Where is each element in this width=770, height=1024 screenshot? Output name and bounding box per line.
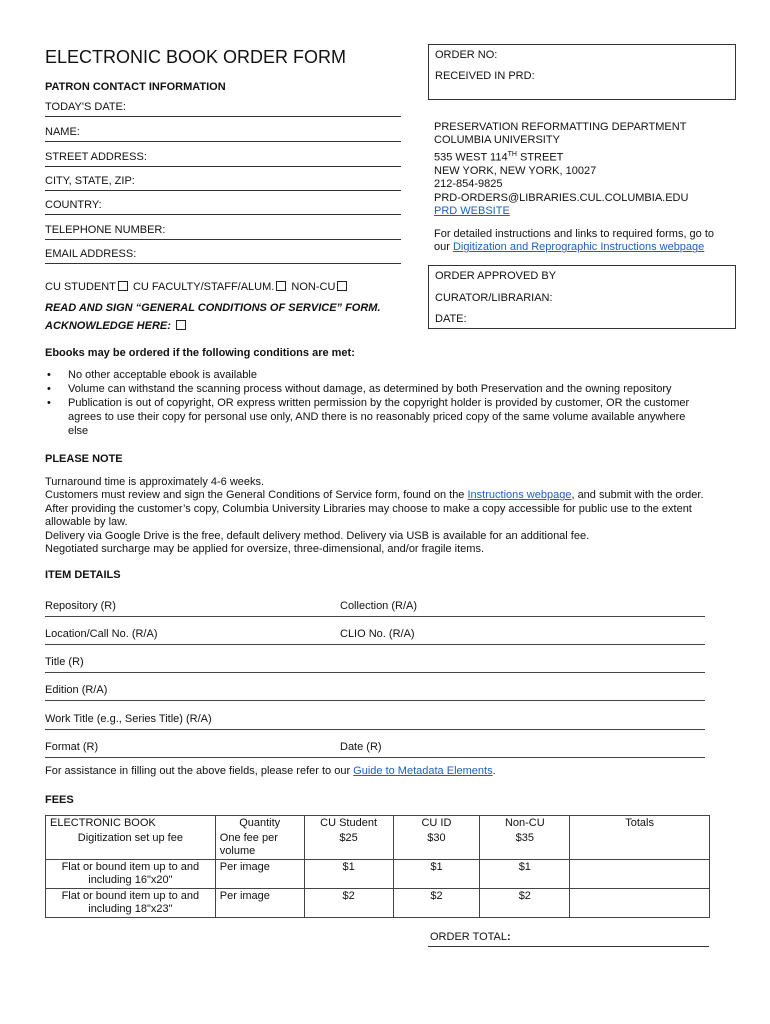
fees-header-cu-student: CU Student [304, 816, 393, 832]
curator-label: CURATOR/LIBRARIAN: [435, 292, 553, 304]
telephone-field[interactable] [45, 221, 401, 240]
name-field[interactable] [45, 123, 401, 142]
acknowledge-row [45, 320, 188, 332]
list-item: • Volume can withstand the scanning process without damage, as determined by both Preservation and the owning repository [45, 382, 705, 396]
non-cu-checkbox[interactable] [337, 281, 347, 291]
fees-header-totals: Totals [570, 816, 710, 832]
total-cell[interactable] [570, 889, 710, 918]
sign-instruction: READ AND SIGN “GENERAL CONDITIONS OF SERVICE” FORM. [45, 302, 381, 314]
fees-header-item: ELECTRONIC BOOK [46, 816, 216, 832]
order-no-label: ORDER NO: [435, 49, 498, 61]
received-label: RECEIVED IN PRD: [435, 70, 535, 82]
department-address [434, 121, 734, 219]
work-title-label: Work Title (e.g., Series Title) (R/A) [45, 713, 212, 725]
clio-label: CLIO No. (R/A) [340, 628, 415, 640]
dept-phone: 212-854-9825 [434, 178, 503, 191]
cu-faculty-checkbox[interactable] [276, 281, 286, 291]
edition-field[interactable] [45, 682, 705, 701]
total-cell[interactable] [570, 860, 710, 889]
dept-name: PRESERVATION REFORMATTING DEPARTMENT [434, 121, 687, 133]
title-label: Title (R) [45, 656, 84, 668]
location-clio-field[interactable] [45, 626, 705, 645]
city-state-zip-field[interactable] [45, 172, 401, 191]
approved-by-label: ORDER APPROVED BY [435, 270, 557, 282]
non-cu-label: NON-CU [291, 281, 336, 293]
name-label: NAME: [45, 126, 80, 138]
item-details-heading: ITEM DETAILS [45, 569, 121, 581]
table-row: Flat or bound item up to and including 18"x23" Per image $2 $2 $2 [46, 889, 710, 918]
list-item: • Publication is out of copyright, OR express written permission by the copyright holder is provided by customer, OR the customer agrees to use their copy for personal use only, AND there is no reasonably priced copy of the same volume available anywhere else [45, 396, 705, 438]
format-date-field[interactable] [45, 739, 705, 758]
city-state-zip-label: CITY, STATE, ZIP: [45, 175, 135, 187]
cu-student-label: CU STUDENT [45, 281, 116, 293]
title-field[interactable] [45, 654, 705, 673]
please-note-text: Turnaround time is approximately 4-6 weeks. Customers must review and sign the General Conditions of Service form, found on the Instructions webpage, and submit with the order. After providing the customer’s copy, Columbia University Libraries may choose to make a copy accessible for public use to the extent allowable by law. Delivery via Google Drive is the free, default delivery method. Delivery via USB is available for an additional fee. Negotiated surcharge may be applied for oversize, three-dimensional, and/or fragile items. [45, 476, 704, 556]
repository-collection-field[interactable] [45, 598, 705, 617]
prd-website-link[interactable]: PRD WEBSITE [434, 205, 510, 218]
instructions-webpage-link[interactable]: Instructions webpage [467, 489, 572, 502]
location-label: Location/Call No. (R/A) [45, 628, 158, 640]
fees-header-cu-id: CU ID [393, 816, 480, 832]
telephone-label: TELEPHONE NUMBER: [45, 224, 166, 236]
fees-header-non-cu: Non-CU [480, 816, 570, 832]
table-row [46, 816, 710, 832]
todays-date-label: TODAY'S DATE: [45, 101, 126, 113]
item-date-label: Date (R) [340, 741, 382, 753]
repository-label: Repository (R) [45, 600, 116, 612]
order-total-label: ORDER TOTAL [430, 931, 508, 943]
please-note-heading: PLEASE NOTE [45, 453, 123, 465]
order-total-field[interactable]: ORDER TOTAL: [428, 929, 709, 947]
acknowledge-label: ACKNOWLEDGE HERE: [45, 320, 171, 332]
dept-university: COLUMBIA UNIVERSITY [434, 134, 560, 147]
patron-heading: PATRON CONTACT INFORMATION [45, 81, 226, 93]
email-field[interactable] [45, 245, 401, 264]
format-label: Format (R) [45, 741, 99, 753]
list-item: • No other acceptable ebook is available [45, 368, 705, 382]
country-label: COUNTRY: [45, 199, 102, 211]
work-title-field[interactable] [45, 711, 705, 730]
total-cell[interactable] [570, 831, 710, 860]
conditions-heading: Ebooks may be ordered if the following conditions are met: [45, 347, 355, 359]
todays-date-field[interactable] [45, 98, 401, 117]
metadata-guide-link[interactable]: Guide to Metadata Elements [353, 765, 493, 777]
acknowledge-checkbox[interactable] [176, 320, 186, 330]
approval-date-label: DATE: [435, 313, 467, 325]
country-field[interactable] [45, 196, 401, 215]
email-label: EMAIL ADDRESS: [45, 248, 137, 260]
table-row: Flat or bound item up to and including 16"x20" Per image $1 $1 $1 [46, 860, 710, 889]
fees-header-quantity: Quantity [215, 816, 304, 832]
conditions-list [45, 368, 705, 438]
collection-label: Collection (R/A) [340, 600, 418, 612]
table-row: Digitization set up fee One fee per volume $25 $30 $35 [46, 831, 710, 860]
metadata-assistance: For assistance in filling out the above fields, please refer to our Guide to Metadata Elements. [45, 765, 496, 777]
edition-label: Edition (R/A) [45, 684, 108, 696]
approval-box [428, 265, 736, 329]
dept-city: NEW YORK, NEW YORK, 10027 [434, 164, 597, 177]
dept-street: 535 WEST 114TH STREET [434, 150, 564, 164]
instructions-note: For detailed instructions and links to required forms, go to our Digitization and Reprographic Instructions webpage [434, 228, 715, 254]
cu-student-checkbox[interactable] [118, 281, 128, 291]
order-box [428, 44, 736, 100]
digitization-instructions-link[interactable]: Digitization and Reprographic Instructions webpage [452, 241, 705, 254]
fees-heading: FEES [45, 794, 74, 806]
form-title: ELECTRONIC BOOK ORDER FORM [45, 47, 347, 67]
fees-table [45, 815, 710, 918]
street-address-label: STREET ADDRESS: [45, 151, 147, 163]
street-address-field[interactable] [45, 148, 401, 167]
cu-faculty-label: CU FACULTY/STAFF/ALUM. [132, 281, 275, 293]
dept-email: PRD-ORDERS@LIBRARIES.CUL.COLUMBIA.EDU [434, 191, 689, 204]
affiliation-row [45, 281, 349, 293]
